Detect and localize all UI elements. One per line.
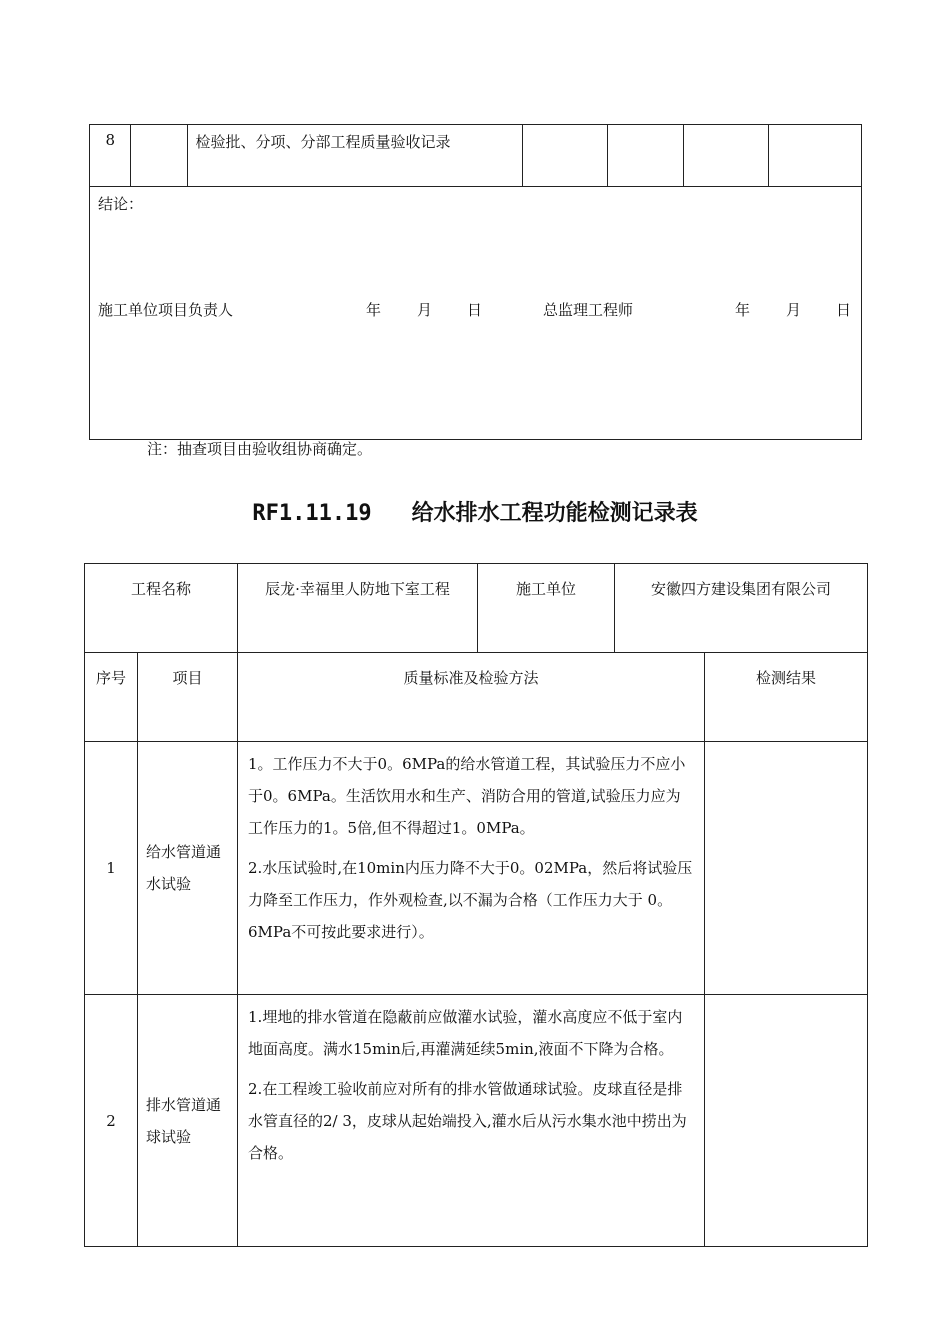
date-day: 日	[467, 301, 483, 319]
project-info-row	[85, 564, 868, 653]
date-year: 年	[735, 301, 751, 319]
date-month: 月	[417, 301, 433, 319]
form-title: 给水排水工程功能检测记录表	[411, 500, 698, 526]
table-row	[85, 995, 868, 1247]
empty-cell	[683, 125, 769, 187]
table-row	[85, 742, 868, 995]
standard-paragraph: 2.水压试验时,在10min内压力降不大于0。02MPa，然后将试验压力降至工作压力，作外观检查,以不漏为合格（工作压力大于 0。6MPa不可按此要求进行）。	[248, 859, 693, 941]
form-code: RF1.11.19	[252, 501, 372, 526]
row-item: 给水管道通水试验	[138, 742, 238, 995]
header-item: 项目	[138, 653, 238, 742]
row-standard	[238, 742, 705, 995]
acceptance-table	[89, 124, 862, 440]
date-month: 月	[786, 301, 802, 319]
contractor-value: 安徽四方建设集团有限公司	[615, 564, 868, 653]
row-standard	[238, 995, 705, 1247]
row-result	[705, 742, 868, 995]
conclusion-cell	[90, 187, 862, 440]
empty-cell	[608, 125, 684, 187]
row-result	[705, 995, 868, 1247]
empty-cell	[131, 125, 187, 187]
row-number: 8	[90, 125, 131, 187]
row-number: 2	[85, 995, 138, 1247]
column-header-row	[85, 653, 868, 742]
header-result: 检测结果	[705, 653, 868, 742]
conclusion-label: 结论：	[98, 195, 144, 213]
supervisor-signature-label: 总监理工程师	[543, 301, 634, 319]
date-day: 日	[836, 301, 852, 319]
standard-paragraph: 1。工作压力不大于0。6MPa的给水管道工程，其试验压力不应小于0。6MPa。生活饮用水和生产、消防合用的管道,试验压力应为工作压力的1。5倍,但不得超过1。0MPa。	[248, 755, 686, 837]
row-item: 检验批、分项、分部工程质量验收记录	[187, 125, 522, 187]
contractor-signature-label: 施工单位项目负责人	[98, 301, 234, 319]
date-year: 年	[366, 301, 382, 319]
header-num: 序号	[85, 653, 138, 742]
row-item: 排水管道通球试验	[138, 995, 238, 1247]
note-text: 注：抽查项目由验收组协商确定。	[147, 440, 373, 458]
conclusion-row	[90, 187, 862, 440]
empty-cell	[522, 125, 608, 187]
empty-cell	[769, 125, 862, 187]
table-row	[90, 125, 862, 187]
function-test-table	[84, 563, 868, 1247]
standard-paragraph: 2.在工程竣工验收前应对所有的排水管做通球试验。皮球直径是排水管直径的2/ 3，皮球从起始端投入,灌水后从污水集水池中捞出为合格。	[248, 1080, 687, 1162]
header-standard: 质量标准及检验方法	[238, 653, 705, 742]
project-name-label: 工程名称	[85, 564, 238, 653]
standard-paragraph: 1.埋地的排水管道在隐蔽前应做灌水试验，灌水高度应不低于室内地面高度。满水15min后,再灌满延续5min,液面不下降为合格。	[248, 1008, 683, 1058]
project-name-value: 辰龙·幸福里人防地下室工程	[238, 564, 478, 653]
contractor-label: 施工单位	[478, 564, 615, 653]
page-title	[0, 496, 950, 527]
row-number: 1	[85, 742, 138, 995]
